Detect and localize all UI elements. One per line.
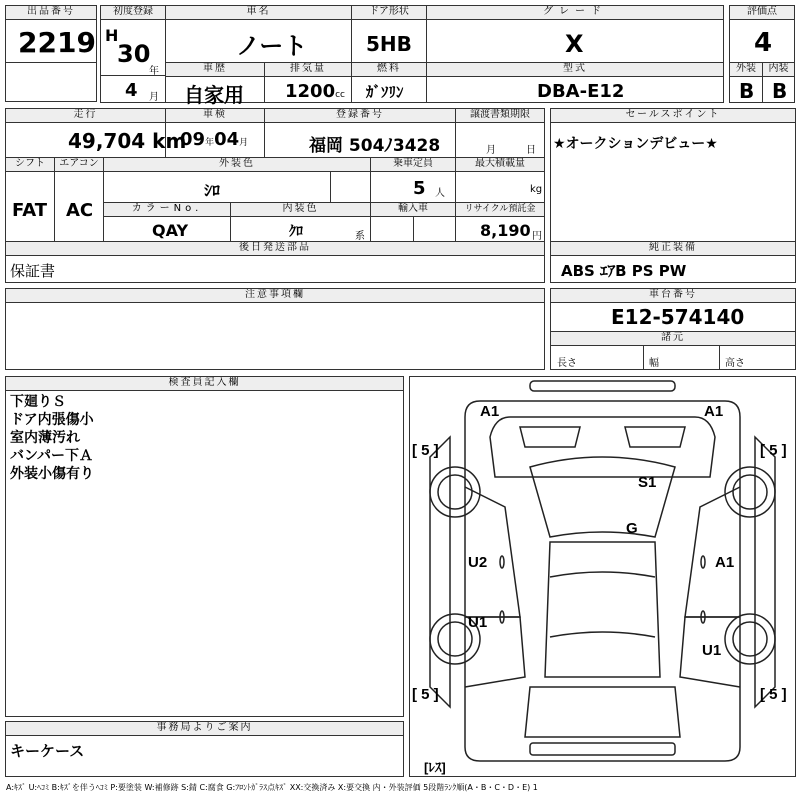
capacity-value: 5 [413,178,426,199]
int-color-box [230,202,371,242]
inspector-line: 室内薄汚れ [10,430,80,446]
fuel-box [351,62,427,103]
model-label: 型式 [427,63,723,77]
inspector-lines [10,393,94,483]
inspection-value [180,129,248,150]
fuel-label: 燃料 [352,63,426,77]
first-reg-month-unit: 月 [149,92,159,103]
sales-point-box [550,108,796,243]
inspection-year: 09 [180,129,206,150]
int-grade-label: 内装 [763,63,794,77]
damage-mark: U1 [702,642,722,659]
int-grade-box [762,62,795,103]
transfer-box [455,108,545,158]
damage-mark: G [626,520,638,537]
int-color-label: 内装色 [231,203,370,217]
recycle-box [455,202,545,242]
legend: A:ｷｽﾞ U:ﾍｺﾐ B:ｷｽﾞを伴うﾍｺﾐ P:要塗装 W:補修跡 S:錆 C:腐食 G:ﾌﾛﾝﾄｶﾞﾗｽ点ｷｽﾞ XX:交換済み X:要交換 内・外装評価 5段階ﾗﾝｸ順(A・B・C・D・E) 1 [6,783,538,792]
capacity-label: 乗車定員 [371,158,455,172]
recycle-unit: 円 [532,231,542,242]
first-reg-box [100,5,166,103]
notes-box [5,288,545,370]
grade-box [426,5,724,63]
ext-grade-value: B [739,79,755,103]
max-load-box [455,157,545,203]
equipment-label: 純正装備 [551,242,795,256]
tire-mark: [ 5 ] [760,686,787,703]
car-name-label: 車名 [166,6,351,20]
office-value: キーケース [10,742,85,760]
capacity-box [370,157,456,203]
max-load-label: 最大積載量 [456,158,544,172]
inspection-month: 04 [214,129,240,150]
displacement-number: 1200 [285,81,336,102]
office-box [5,721,404,777]
lot-label: 出品番号 [6,6,96,20]
mileage-number: 49,704 [68,129,146,153]
transfer-month-unit: 月 [486,145,496,156]
car-name-box [165,5,352,63]
first-reg-year-unit: 年 [149,66,159,77]
inspection-box [165,108,265,158]
lot-number: 2219 [18,26,96,59]
history-box [165,62,265,107]
displacement-unit: cc [335,90,346,100]
mileage-unit: km [152,129,187,153]
chassis-box [550,288,796,332]
lot-box [5,5,97,63]
shift-box [5,157,55,242]
door-box [351,5,427,63]
specs-label: 諸元 [551,332,795,346]
chassis-value: E12-574140 [611,305,745,329]
inspector-line: 下廻りＳ [10,394,66,410]
ac-label: エアコン [55,158,103,172]
grade-label: グレード [427,6,723,20]
inspection-month-unit: 月 [239,138,249,148]
score-box [729,5,795,63]
history-value: 自家用 [184,83,244,107]
sales-point-label: セールスポイント [551,109,795,123]
inspector-line: バンパー下Ａ [10,448,94,464]
mileage-label: 走行 [6,109,165,123]
registration-value: 福岡 504ﾉ3428 [309,136,441,156]
specs-box [550,331,796,370]
damage-mark: A1 [480,403,500,420]
import-box [370,202,456,242]
inspection-label: 車検 [166,109,264,123]
color-no-value: QAY [152,221,189,240]
damage-mark: A1 [715,554,735,571]
model-value: DBA-E12 [537,81,625,102]
max-load-unit: kg [530,184,543,195]
equipment-box [550,241,796,283]
first-reg-era: H [105,26,119,45]
tire-mark: [ 5 ] [412,442,439,459]
inspector-line: 外装小傷有り [10,466,94,482]
first-reg-label: 初度登録 [101,6,165,20]
damage-mark: S1 [638,474,657,491]
capacity-unit: 人 [435,188,445,199]
ext-grade-box [729,62,763,103]
ext-color-label: 外装色 [104,158,370,172]
tire-mark: [ 5 ] [412,686,439,703]
displacement-label: 排気量 [265,63,351,77]
registration-box [264,108,456,158]
car-name: ノート [236,32,308,60]
shift-value: FAT [12,200,48,221]
later-items-box [5,241,545,283]
inspection-year-unit: 年 [205,138,215,148]
inspector-box [5,376,404,717]
specs-length: 長さ [557,358,577,369]
inspector-line: ドア内張傷小 [10,412,94,428]
office-label: 事務局よりご案内 [6,722,403,736]
equipment-value: ABS ｴｱB PS PW [561,262,687,280]
ac-box [54,157,104,242]
ac-value: AC [66,200,94,221]
first-reg-year: 30 [117,40,151,68]
lot-blank [5,62,97,102]
notes-label: 注意事項欄 [6,289,544,303]
sales-point-text: ★オークションデビュー★ [553,136,718,152]
spare-tire-mark: [ﾚｽ] [424,760,446,775]
int-grade-value: B [772,79,788,103]
import-label: 輸入車 [371,203,455,217]
displacement-box [264,62,352,103]
displacement-value [285,81,345,102]
first-reg-month: 4 [125,80,138,101]
damage-mark: U1 [468,614,488,631]
ext-color-box [103,157,371,203]
tire-mark: [ 5 ] [760,442,787,459]
chassis-label: 車台番号 [551,289,795,303]
transfer-label: 譲渡書類期限 [456,109,544,123]
recycle-label: リサイクル預託金 [456,203,544,217]
int-color-unit: 系 [355,231,365,242]
score-value: 4 [754,28,773,58]
color-no-box [103,202,231,242]
score-label: 評価点 [730,6,794,20]
inspector-label: 検査員記入欄 [6,377,403,391]
color-no-label: カラーNo. [104,203,230,217]
car-diagram [410,377,795,776]
specs-height: 高さ [725,358,745,369]
grade-value: X [565,30,584,58]
car-diagram-box [409,376,796,777]
specs-width: 幅 [649,358,659,369]
model-box [426,62,724,103]
damage-mark: A1 [704,403,724,420]
ext-grade-label: 外装 [730,63,762,77]
int-color-value: ｸﾛ [289,224,303,240]
shift-label: シフト [6,158,54,172]
registration-label: 登録番号 [265,109,455,123]
history-label: 車歴 [166,63,264,77]
ext-color-value: ｼﾛ [204,181,221,200]
mileage-box [5,108,187,158]
later-items-value: 保証書 [10,262,56,280]
door-label: ドア形状 [352,6,426,20]
fuel-value: ｶﾞｿﾘﾝ [366,83,404,101]
later-items-label: 後日発送部品 [6,242,544,256]
transfer-day-unit: 日 [526,145,536,156]
recycle-value: 8,190 [480,221,531,240]
damage-mark: U2 [468,554,488,571]
door-value: 5HB [366,32,412,56]
